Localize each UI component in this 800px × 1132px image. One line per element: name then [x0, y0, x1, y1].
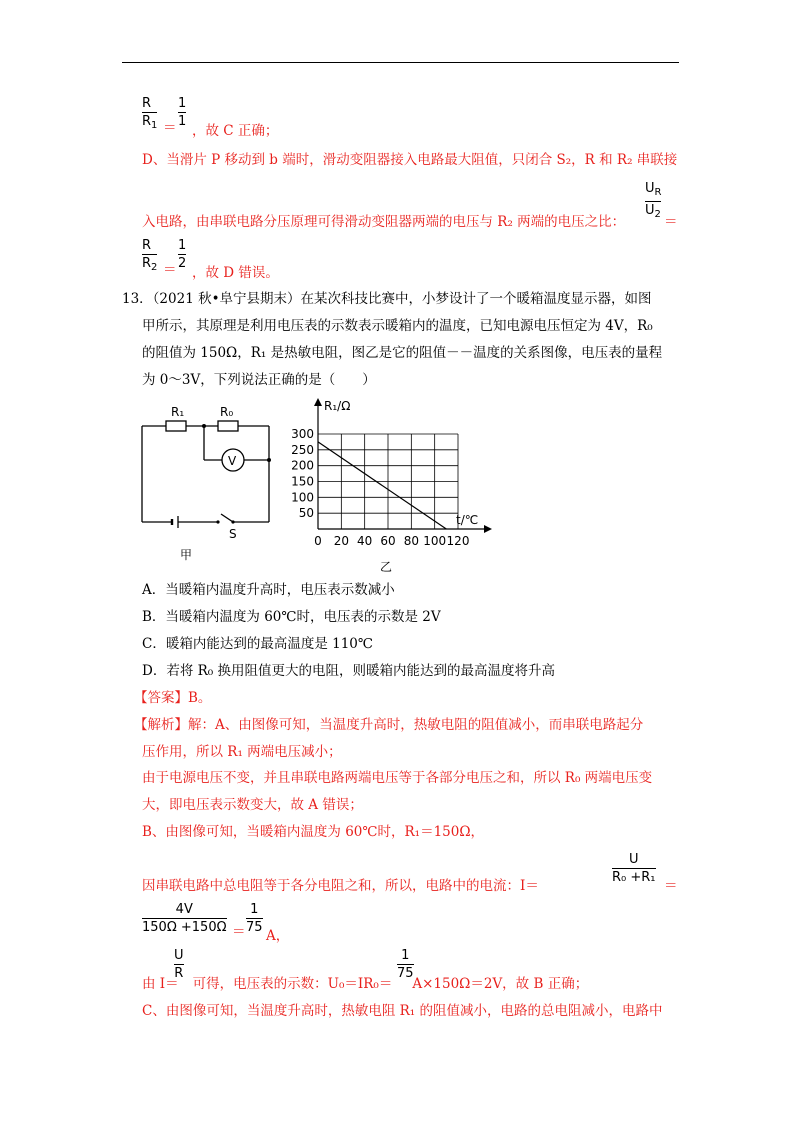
analysis-line3: 由于电源电压不变，并且串联电路两端电压等于各部分电压之和，所以 R₀ 两端电压变	[142, 770, 653, 786]
x-tick-label: 60	[380, 534, 396, 548]
fraction-one-over-one: $\frac{1}{1}$	[178, 96, 187, 129]
d-explanation-line1: D、当滑片 P 移动到 b 端时，滑动变阻器接入电路最大阻值，只闭合 S₂，R 和 R₂ 串联接	[142, 152, 678, 168]
question-13-line1: 13．（2021 秋•阜宁县期末）在某次科技比赛中，小梦设计了一个暖箱温度显示器，如图	[122, 291, 652, 307]
analysis-line4: 大，即电压表示数变大，故 A 错误；	[142, 797, 363, 813]
fraction-ur-over-u2: $\frac{U_R}{U_2}$	[645, 181, 661, 223]
fraction-1-over-75-b: $\frac{1}{75}$	[397, 948, 414, 981]
resistor-r0	[218, 421, 238, 431]
x-tick-label: 120	[446, 534, 470, 548]
fraction-1-over-75: $\frac{1}{75}$	[246, 902, 263, 935]
y-axis-label: R₁/Ω	[324, 399, 351, 413]
analysis-line5: B、由图像可知，当暖箱内温度为 60℃时，R₁＝150Ω，	[142, 824, 485, 840]
header-rule	[122, 62, 679, 63]
chart-caption: 乙	[380, 560, 393, 574]
d-explanation-line2: 入电路，由串联电路分压原理可得滑动变阻器两端的电压与 R₂ 两端的电压之比：	[142, 214, 626, 230]
x-tick-label: 0	[314, 534, 322, 548]
x-tick-label: 100	[423, 534, 447, 548]
y-axis-arrow	[314, 398, 322, 406]
equals-sign: ＝	[664, 878, 678, 894]
x-axis-label: t/℃	[456, 513, 479, 527]
fraction-r-over-r2: $\frac{R}{R_2}$	[142, 238, 157, 276]
question-13-line4: 为 0～3V，下列说法正确的是（ ）	[142, 372, 376, 388]
y-tick-label: 50	[298, 506, 314, 521]
fraction-4v-over-resistance: $\frac{4V}{150\Omega +150\Omega}$	[142, 902, 227, 935]
x-tick-label: 80	[403, 534, 419, 548]
equals-sign: ＝	[232, 924, 246, 940]
resistor-r1	[166, 421, 186, 431]
x-axis-arrow	[484, 525, 492, 533]
r0-label: R₀	[220, 405, 234, 419]
analysis-label: 【解析】	[134, 717, 188, 733]
option-d: D．若将 R₀ 换用阻值更大的电阻，则暖箱内能达到的最高温度将升高	[142, 663, 555, 679]
circuit-caption: 甲	[180, 548, 193, 562]
equals-sign: ＝	[163, 262, 177, 278]
d-wrong-text: ，故 D 错误。	[192, 265, 279, 281]
y-tick-label: 100	[291, 490, 314, 505]
option-c: C．暖箱内能达到的最高温度是 110℃	[142, 636, 373, 652]
voltmeter-label: V	[228, 454, 237, 468]
question-13-line3: 的阻值为 150Ω，R₁ 是热敏电阻，图乙是它的阻值－－温度的关系图像，电压表的量程	[142, 345, 663, 361]
x-tick-label: 40	[357, 534, 373, 548]
analysis-line2: 压作用，所以 R₁ 两端电压减小；	[142, 744, 342, 760]
c-correct-text: ，故 C 正确；	[192, 123, 279, 139]
x-tick-label: 20	[333, 534, 349, 548]
answer-line	[134, 688, 211, 708]
fraction-current-formula: $\frac{U}{\text{R₀ +R₁}}$	[612, 852, 656, 885]
r1-label: R₁	[171, 405, 185, 419]
y-tick-label: 200	[291, 458, 314, 473]
option-b: B．当暖箱内温度为 60℃时，电压表的示数是 2V	[142, 609, 441, 625]
switch-blade	[221, 514, 233, 522]
option-a: A．当暖箱内温度升高时，电压表示数减小	[142, 582, 395, 598]
fraction-u-over-r: $\frac{U}{R}$	[174, 948, 184, 981]
answer-label: 【答案】	[134, 690, 188, 706]
analysis-line6: 因串联电路中总电阻等于各分电阻之和，所以，电路中的电流：I＝	[142, 878, 539, 894]
equals-sign: ＝	[163, 120, 177, 136]
analysis-line8: 由 I＝ 可得，电压表的示数：U₀＝IR₀＝ A×150Ω＝2V，故 B 正确；	[142, 976, 589, 992]
analysis-line1: 【解析】解：A、由图像可知，当温度升高时，热敏电阻的阻值减小，而串联电路起分	[134, 717, 644, 733]
fraction-one-over-two: $\frac{1}{2}$	[178, 238, 187, 271]
fraction-r-over-r1: $\frac{R}{R_1}$	[142, 96, 157, 134]
analysis-line9: C、由图像可知，当温度升高时，热敏电阻 R₁ 的阻值减小，电路的总电阻减小，电路中	[142, 1003, 663, 1019]
equals-sign: ＝	[664, 214, 678, 230]
question-13-line2: 甲所示，其原理是利用电压表的示数表示暖箱内的温度，已知电源电压恒定为 4V，R₀	[142, 318, 653, 334]
switch-label: S	[229, 527, 237, 541]
y-tick-label: 250	[291, 442, 314, 457]
resistance-temperature-chart	[284, 396, 494, 576]
answer-value: B。	[188, 690, 212, 706]
circuit-diagram	[136, 400, 286, 570]
y-tick-label: 150	[291, 474, 314, 489]
current-unit: A，	[266, 928, 290, 944]
resistance-line	[318, 442, 446, 529]
y-tick-label: 300	[291, 427, 314, 441]
